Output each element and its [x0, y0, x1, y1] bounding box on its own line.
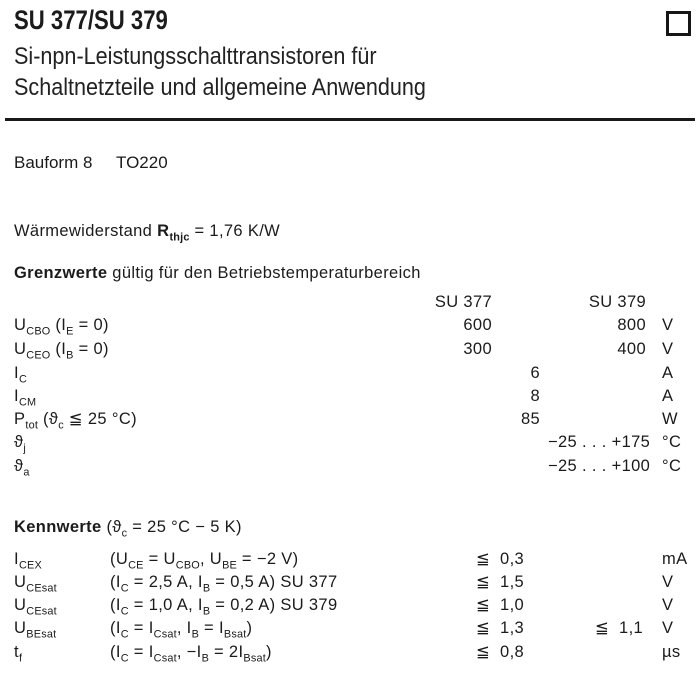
table-row [0, 339, 700, 362]
table-row [0, 409, 700, 432]
table-row [0, 642, 700, 665]
unit-label: V [662, 340, 674, 358]
symbol-label: $U_{CEsat}$ [14, 573, 57, 595]
unit-label: mA [662, 550, 688, 568]
unit-label: V [662, 619, 674, 637]
param-label: $ϑ_a$ [14, 457, 30, 479]
column-header-su377: SU 377 [434, 293, 492, 311]
param-label: $U_{CBO}$ $(I_E = 0)$ [14, 316, 109, 338]
limit-su377: ≦ 0,3 [476, 550, 525, 568]
value-su377: 300 [463, 340, 492, 358]
grenzwerte-heading: Grenzwerte gültig für den Betriebstemperaturbereich [14, 264, 421, 282]
limit-su379: ≦ 1,1 [595, 619, 644, 637]
value-su377: 600 [463, 316, 492, 334]
unit-label: °C [662, 433, 682, 451]
symbol-label: $U_{BEsat}$ [14, 619, 57, 641]
value-su379: 400 [617, 340, 646, 358]
symbol-label: $U_{CEsat}$ [14, 596, 57, 618]
param-label: $P_{tot}$ ($ϑ_c$ ≦ 25 °C) [14, 410, 137, 432]
condition-label: ($I_C = 1,0$ A, $I_B = 0,2$ A) SU 379 [110, 596, 338, 618]
corner-square-icon [666, 11, 691, 36]
unit-label: µs [662, 643, 681, 661]
package-type: TO220 [116, 153, 168, 172]
param-label: $I_{CM}$ [14, 387, 37, 409]
limit-su377: ≦ 1,5 [476, 573, 525, 591]
unit-label: °C [662, 457, 682, 475]
subtitle-line-2: Schaltnetzteile und allgemeine Anwendung [14, 74, 426, 101]
bauform-label: Bauform 8 [14, 153, 93, 172]
value-su379: −25 . . . +100 [548, 457, 651, 475]
kennwerte-heading: Kennwerte ($ϑ_c = 25$ °C − 5 K) [14, 518, 242, 540]
condition-label: ($I_C = I_{Csat}$, $-I_B = 2I_{Bsat}$) [110, 643, 272, 665]
symbol-label: $t_f$ [14, 643, 23, 665]
table-row [0, 456, 700, 479]
value-su379: 800 [617, 316, 646, 334]
symbol-label: $I_{CEX}$ [14, 550, 42, 572]
table-row [0, 595, 700, 618]
value-shared: 8 [530, 387, 540, 405]
condition-label: ($I_C = 2,5$ A, $I_B = 0,5$ A) SU 377 [110, 573, 338, 595]
column-header-su379: SU 379 [588, 293, 646, 311]
limit-su377: ≦ 0,8 [476, 643, 525, 661]
table-row [0, 618, 700, 641]
table-row [0, 315, 700, 338]
subtitle-line-1: Si-npn-Leistungsschalttransistoren für [14, 43, 377, 70]
param-label: $U_{CEO}$ $(I_B = 0)$ [14, 340, 109, 362]
limit-su377: ≦ 1,0 [476, 596, 525, 614]
unit-label: W [662, 410, 678, 428]
unit-label: A [662, 387, 674, 405]
table-row [0, 432, 700, 455]
value-su379: −25 . . . +175 [548, 433, 651, 451]
table-row [0, 572, 700, 595]
value-shared: 85 [520, 410, 540, 428]
limit-su377: ≦ 1,3 [476, 619, 525, 637]
value-shared: 6 [530, 364, 540, 382]
unit-label: A [662, 364, 674, 382]
condition-label: ($U_{CE} = U_{CBO}$, $U_{BE} = -2$ V) [110, 550, 299, 572]
table-row [0, 386, 700, 409]
column-header-row [0, 292, 700, 312]
unit-label: V [662, 316, 674, 334]
page-title: SU 377/SU 379 [14, 5, 168, 35]
param-label: $ϑ_j$ [14, 433, 26, 455]
param-label: $I_C$ [14, 364, 27, 386]
unit-label: V [662, 596, 674, 614]
title-rule [5, 118, 695, 121]
table-row [0, 549, 700, 572]
condition-label: ($I_C = I_{Csat}$, $I_B = I_{Bsat}$) [110, 619, 253, 641]
table-row [0, 363, 700, 386]
unit-label: V [662, 573, 674, 591]
thermal-resistance-line: Wärmewiderstand $R_{thjc} = 1,76$ K/W [14, 222, 281, 244]
